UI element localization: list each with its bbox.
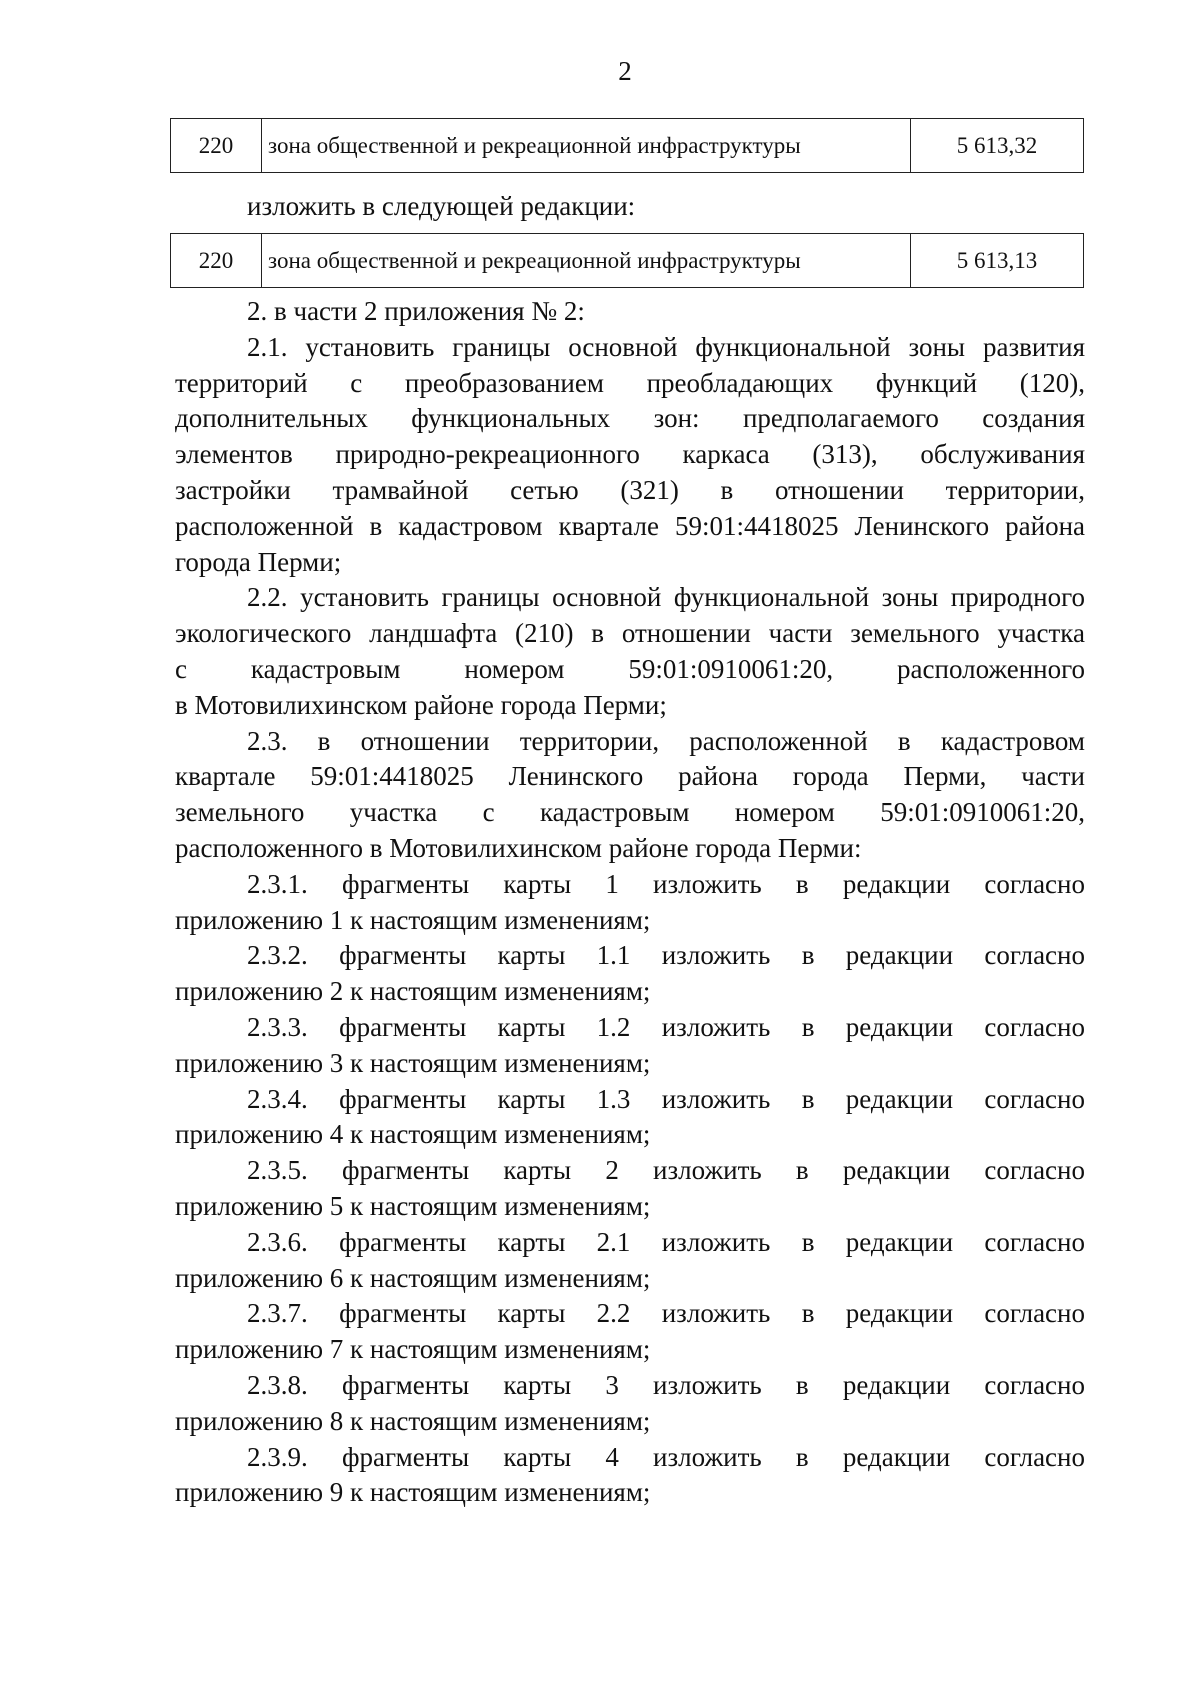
paragraph-line: приложению 3 к настоящим изменениям; — [175, 1047, 651, 1078]
zone-area-cell: 5 613,13 — [911, 234, 1084, 288]
table-row — [171, 234, 1084, 288]
paragraph-line: земельного участка с кадастровым номером 59:01:0910061:20, — [175, 797, 1085, 828]
zone-name-cell: зона общественной и рекреационной инфраструктуры — [262, 234, 911, 288]
paragraph-line: 2.3.6. фрагменты карты 2.1 изложить в редакции согласно — [247, 1226, 1085, 1257]
zone-name-cell: зона общественной и рекреационной инфраструктуры — [262, 119, 911, 173]
zone-code-cell: 220 — [171, 234, 262, 288]
paragraph-line: 2.1. установить границы основной функциональной зоны развития — [247, 331, 1085, 362]
paragraph-line: элементов природно-рекреационного каркаса (313), обслуживания — [175, 439, 1085, 470]
paragraph-line: приложению 1 к настоящим изменениям; — [175, 904, 651, 935]
paragraph-line: расположенной в кадастровом квартале 59:01:4418025 Ленинского района — [175, 510, 1085, 541]
paragraph-line: приложению 7 к настоящим изменениям; — [175, 1334, 651, 1365]
paragraph-line: 2.3.4. фрагменты карты 1.3 изложить в редакции согласно — [247, 1083, 1085, 1114]
paragraph-line: 2.2. установить границы основной функциональной зоны природного — [247, 582, 1085, 613]
intro-text: изложить в следующей редакции: — [247, 191, 636, 221]
paragraph-line: 2.3.7. фрагменты карты 2.2 изложить в редакции согласно — [247, 1298, 1085, 1329]
paragraph-line: квартале 59:01:4418025 Ленинского района города Перми, части — [175, 761, 1085, 792]
paragraph-line: 2.3. в отношении территории, расположенной в кадастровом — [247, 725, 1085, 756]
paragraph-line: 2.3.8. фрагменты карты 3 изложить в редакции согласно — [247, 1370, 1085, 1400]
zone-area-cell: 5 613,32 — [911, 119, 1084, 173]
zone-table-after — [170, 233, 1084, 288]
paragraph-line: 2.3.2. фрагменты карты 1.1 изложить в редакции согласно — [247, 940, 1085, 971]
paragraph-line: приложению 8 к настоящим изменениям; — [175, 1405, 651, 1436]
paragraph-line: расположенного в Мотовилихинском районе города Перми: — [175, 833, 862, 863]
zone-code-cell: 220 — [171, 119, 262, 173]
paragraph-line: приложению 9 к настоящим изменениям; — [175, 1477, 651, 1508]
paragraph-line: приложению 4 к настоящим изменениям; — [175, 1119, 651, 1150]
paragraph-line: застройки трамвайной сетью (321) в отношении территории, — [175, 475, 1085, 505]
paragraph-line: территорий с преобразованием преобладающих функций (120), — [175, 367, 1085, 398]
paragraph-line: 2.3.9. фрагменты карты 4 изложить в редакции согласно — [247, 1441, 1085, 1472]
paragraph-line: 2.3.3. фрагменты карты 1.2 изложить в редакции согласно — [247, 1012, 1085, 1042]
page-number: 2 — [618, 56, 632, 86]
paragraph-line: приложению 6 к настоящим изменениям; — [175, 1262, 651, 1293]
table-row — [171, 119, 1084, 173]
paragraph-line: с кадастровым номером 59:01:0910061:20, расположенного — [175, 654, 1085, 684]
paragraph-line: 2.3.1. фрагменты карты 1 изложить в редакции согласно — [247, 868, 1085, 899]
paragraph-line: экологического ландшафта (210) в отношении части земельного участка — [175, 618, 1085, 649]
paragraph-line: дополнительных функциональных зон: предполагаемого создания — [175, 403, 1085, 434]
paragraph-line: приложению 2 к настоящим изменениям; — [175, 976, 651, 1007]
paragraph-line: 2. в части 2 приложения № 2: — [247, 296, 585, 326]
paragraph-line: 2.3.5. фрагменты карты 2 изложить в редакции согласно — [247, 1155, 1085, 1186]
paragraph-line: города Перми; — [175, 546, 342, 577]
paragraph-line: приложению 5 к настоящим изменениям; — [175, 1191, 651, 1221]
paragraph-line: в Мотовилихинском районе города Перми; — [175, 689, 667, 720]
zone-table-before — [170, 118, 1084, 173]
